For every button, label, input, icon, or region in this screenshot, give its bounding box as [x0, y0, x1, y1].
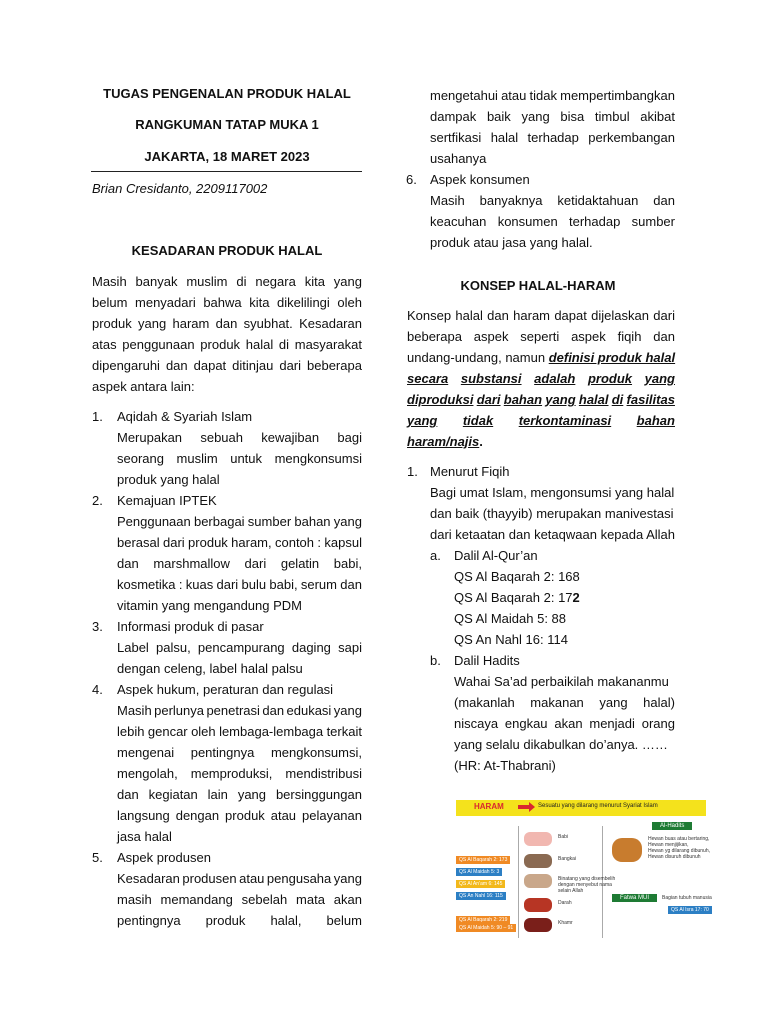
- hadits-line: (HR: At-Thabrani): [454, 758, 556, 773]
- qs-tag: QS Al Baqarah 2: 219: [456, 916, 510, 924]
- item-label: Babi: [558, 834, 569, 840]
- tiger-icon: [612, 838, 642, 862]
- intro-line: Masih banyak muslim di negara kita yang: [92, 274, 362, 289]
- list-item-title: Aspek hukum, peraturan dan regulasi: [117, 682, 334, 697]
- hadits-line: (makanlah makanan yang halal): [454, 695, 675, 710]
- al-hadits-tag: Al-Hadits: [652, 822, 692, 830]
- list-item-body: produk yang halal: [117, 472, 220, 487]
- list-item-body: langsung dengan produk atau pelayanan: [117, 808, 362, 823]
- list-item-body: Penggunaan berbagai sumber bahan yang: [117, 514, 362, 529]
- qs-tag: QS An Nahl 16: 115: [456, 892, 506, 900]
- list-item-body: dari ketaatan dan ketaqwaan kepada Allah: [430, 527, 676, 542]
- list-item-body: mengenai pentingnya mengkonsumsi,: [117, 745, 362, 760]
- continuation-line: mengetahui atau tidak mempertimbangkan: [430, 88, 675, 103]
- item-thumbnail: [524, 874, 552, 888]
- definition-line: secara substansi adalah produk yang: [407, 371, 675, 386]
- sublist-label: a.: [430, 548, 441, 563]
- fatwa-tag: Fatwa MUI: [612, 894, 657, 902]
- sublist-title: Dalil Hadits: [454, 653, 520, 668]
- list-item-title: Kemajuan IPTEK: [117, 493, 217, 508]
- intro-line: aspek antara lain:: [92, 379, 195, 394]
- list-number: 6.: [406, 172, 417, 187]
- header-divider: [91, 171, 362, 172]
- list-item-body: masih memandang sebelah mata akan: [117, 892, 362, 907]
- list-number: 3.: [92, 619, 103, 634]
- list-item-title: Aspek konsumen: [430, 172, 530, 187]
- list-number: 5.: [92, 850, 103, 865]
- hadits-line: niscaya engkau akan menjadi orang: [454, 716, 675, 731]
- definition-line: diproduksi dari bahan yang halal di fasilitas: [407, 392, 675, 407]
- item-label: Darah: [558, 900, 572, 906]
- quran-reference: QS Al Maidah 5: 88: [454, 611, 567, 626]
- item-label: Khamr: [558, 920, 573, 926]
- continuation-line: usahanya: [430, 151, 487, 166]
- definition-line: haram/najis.: [407, 434, 483, 449]
- list-item-body: mengolah, memproduksi, mendistribusi: [117, 766, 362, 781]
- intro-line: atas penggunaan produk halal di masyarakat: [92, 337, 362, 352]
- hadits-line: yang selalu dikabulkan do’anya. ……: [454, 737, 668, 752]
- list-item-body: berasal dari produk haram, contoh : kapsul: [117, 535, 362, 550]
- konsep-intro-line: undang-undang, namun definisi produk halal: [407, 350, 676, 365]
- list-item-body: dan marshmallow dari gelatin babi,: [117, 556, 362, 571]
- fatwa-text: Bagian tubuh manusia: [662, 895, 712, 901]
- quran-reference: QS An Nahl 16: 114: [454, 632, 568, 647]
- list-item-body: vitamin yang mengandung PDM: [117, 598, 302, 613]
- item-thumbnail: [524, 918, 552, 932]
- definition-line: yang tidak terkontaminasi bahan: [407, 413, 675, 428]
- item-label: Bangkai: [558, 856, 577, 862]
- arrow-text: Sesuatu yang dilarang menurut Syariat Islam: [538, 803, 658, 809]
- quran-reference: QS Al Baqarah 2: 168: [454, 569, 580, 584]
- list-item-body: Merupakan sebuah kewajiban bagi: [117, 430, 362, 445]
- list-item-body: kosmetika : kuas dari bulu babi, serum dan: [117, 577, 362, 592]
- hadits-text: Hewan buas atau bertaring, Hewan menjijikan, Hewan yg dilarang dibunuh, Hewan disuruh dibunuh: [648, 836, 710, 860]
- list-number: 1.: [407, 464, 418, 479]
- intro-line: dipengaruhi dan dapat ditinjau dari beberapa: [92, 358, 362, 373]
- arrow-head-icon: [529, 802, 535, 812]
- haram-infographic: [452, 796, 720, 942]
- list-item-title: Aqidah & Syariah Islam: [117, 409, 253, 424]
- qs-tag: QS Al Baqarah 2: 173: [456, 856, 510, 864]
- author-line: Brian Cresidanto, 2209117002: [92, 181, 268, 196]
- list-item-title: Informasi produk di pasar: [117, 619, 264, 634]
- intro-line: produk yang haram dan syubhat. Kesadaran: [92, 316, 362, 331]
- hadits-line: Wahai Sa’ad perbaikilah makananmu: [454, 674, 669, 689]
- list-item-body: seorang muslim untuk mengkonsumsi: [117, 451, 362, 466]
- section-heading-kesadaran: KESADARAN PRODUK HALAL: [131, 243, 323, 258]
- list-item-body: Bagi umat Islam, mengonsumsi yang halal: [430, 485, 675, 500]
- continuation-line: dampak baik yang bisa timbul akibat: [430, 109, 675, 124]
- list-item-body: dan kegiatan lain yang bersinggungan: [117, 787, 362, 802]
- list-item-body: dengan celeng, label halal palsu: [117, 661, 303, 676]
- konsep-intro-line: Konsep halal dan haram dapat dijelaskan dari: [407, 308, 675, 323]
- item-thumbnail: [524, 898, 552, 912]
- list-number: 2.: [92, 493, 103, 508]
- intro-line: belum menyadari bahwa kita dikelilingi oleh: [92, 295, 362, 310]
- list-item-body: Label palsu, pencampurang daging sapi: [117, 640, 362, 655]
- sublist-label: b.: [430, 653, 441, 668]
- list-item-body: Masih banyaknya ketidaktahuan dan: [430, 193, 675, 208]
- item-thumbnail: [524, 832, 552, 846]
- list-item-body: lebih gencar oleh lembaga-lembaga terkait: [117, 724, 362, 739]
- list-item-body: Masih perlunya penetrasi dan edukasi yang: [117, 703, 362, 718]
- divider-line: [518, 826, 519, 938]
- list-item-body: dan baik (thayyib) merupakan manivestasi: [430, 506, 674, 521]
- list-item-title: Menurut Fiqih: [430, 464, 510, 479]
- item-label: Binatang yang disembelih dengan menyebut nama selain Allah: [558, 876, 616, 894]
- qs-tag: QS Al Maidah 5: 90 – 91: [456, 924, 516, 932]
- list-item-body: pentingnya produk halal, belum: [117, 913, 362, 928]
- document-date: JAKARTA, 18 MARET 2023: [144, 149, 310, 164]
- qs-tag: QS Al Isra 17: 70: [668, 906, 712, 914]
- quran-reference: QS Al Baqarah 2: 172: [454, 590, 580, 605]
- list-number: 4.: [92, 682, 103, 697]
- item-thumbnail: [524, 854, 552, 868]
- list-item-body: Kesadaran produsen atau pengusaha yang: [117, 871, 362, 886]
- list-number: 1.: [92, 409, 103, 424]
- document-subtitle: RANGKUMAN TATAP MUKA 1: [135, 117, 319, 132]
- konsep-intro-line: beberapa aspek seperti aspek fiqih dan: [407, 329, 675, 344]
- section-heading-konsep: KONSEP HALAL-HARAM: [460, 278, 616, 293]
- sublist-title: Dalil Al-Qur’an: [454, 548, 538, 563]
- document-title: TUGAS PENGENALAN PRODUK HALAL: [103, 86, 351, 101]
- list-item-title: Aspek produsen: [117, 850, 211, 865]
- continuation-line: sertfikasi halal terhadap perkembangan: [430, 130, 675, 145]
- qs-tag: QS Al An’am 6: 145: [456, 880, 505, 888]
- haram-label: HARAM: [474, 802, 504, 811]
- list-item-body: jasa halal: [117, 829, 172, 844]
- qs-tag: QS Al Maidah 5: 3: [456, 868, 502, 876]
- list-item-body: keacuhan konsumen terhadap sumber: [430, 214, 675, 229]
- list-item-body: produk atau jasa yang halal.: [430, 235, 593, 250]
